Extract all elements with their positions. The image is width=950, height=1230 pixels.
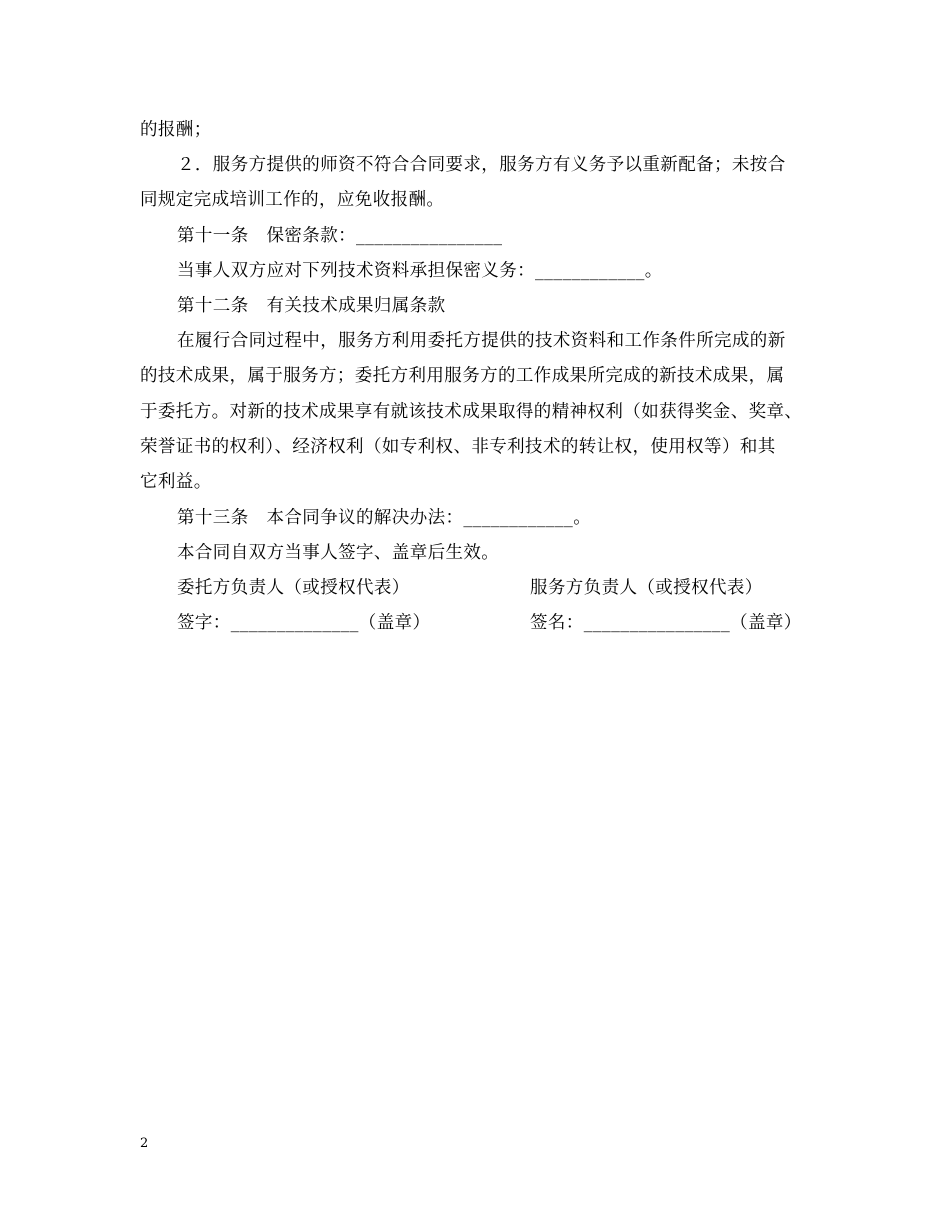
clause-heading-11: 第十一条 保密条款：________________: [177, 226, 503, 246]
clause-heading-13: 第十三条 本合同争议的解决办法：____________。: [177, 508, 592, 528]
page-number: 2: [140, 1136, 149, 1151]
paragraph-line: 的技术成果，属于服务方；委托方利用服务方的工作成果所完成的新技术成果，属: [140, 366, 785, 386]
paragraph-line: ２．服务方提供的师资不符合合同要求，服务方有义务予以重新配备；未按合: [177, 155, 786, 175]
paragraph-line: 在履行合同过程中，服务方利用委托方提供的技术资料和工作条件所完成的新: [177, 331, 786, 351]
client-representative-label: 委托方负责人（或授权代表）: [177, 578, 410, 598]
client-signature-line: 签字：______________（盖章）: [177, 613, 431, 633]
provider-representative-label: 服务方负责人（或授权代表）: [530, 578, 763, 598]
paragraph-line: 它利益。: [140, 472, 212, 492]
clause-heading-12: 第十二条 有关技术成果归属条款: [177, 296, 446, 316]
paragraph-line: 同规定完成培训工作的，应免收报酬。: [140, 190, 445, 210]
paragraph-line: 本合同自双方当事人签字、盖章后生效。: [177, 543, 500, 563]
paragraph-line: 荣誉证书的权利）、经济权利（如专利权、非专利技术的转让权，使用权等）和其: [140, 437, 776, 457]
paragraph-line: 当事人双方应对下列技术资料承担保密义务：____________。: [177, 261, 663, 281]
provider-signature-line: 签名：________________（盖章）: [530, 613, 802, 633]
paragraph-line: 于委托方。对新的技术成果享有就该技术成果取得的精神权利（如获得奖金、奖章、: [140, 402, 803, 422]
paragraph-line: 的报酬；: [140, 120, 212, 140]
